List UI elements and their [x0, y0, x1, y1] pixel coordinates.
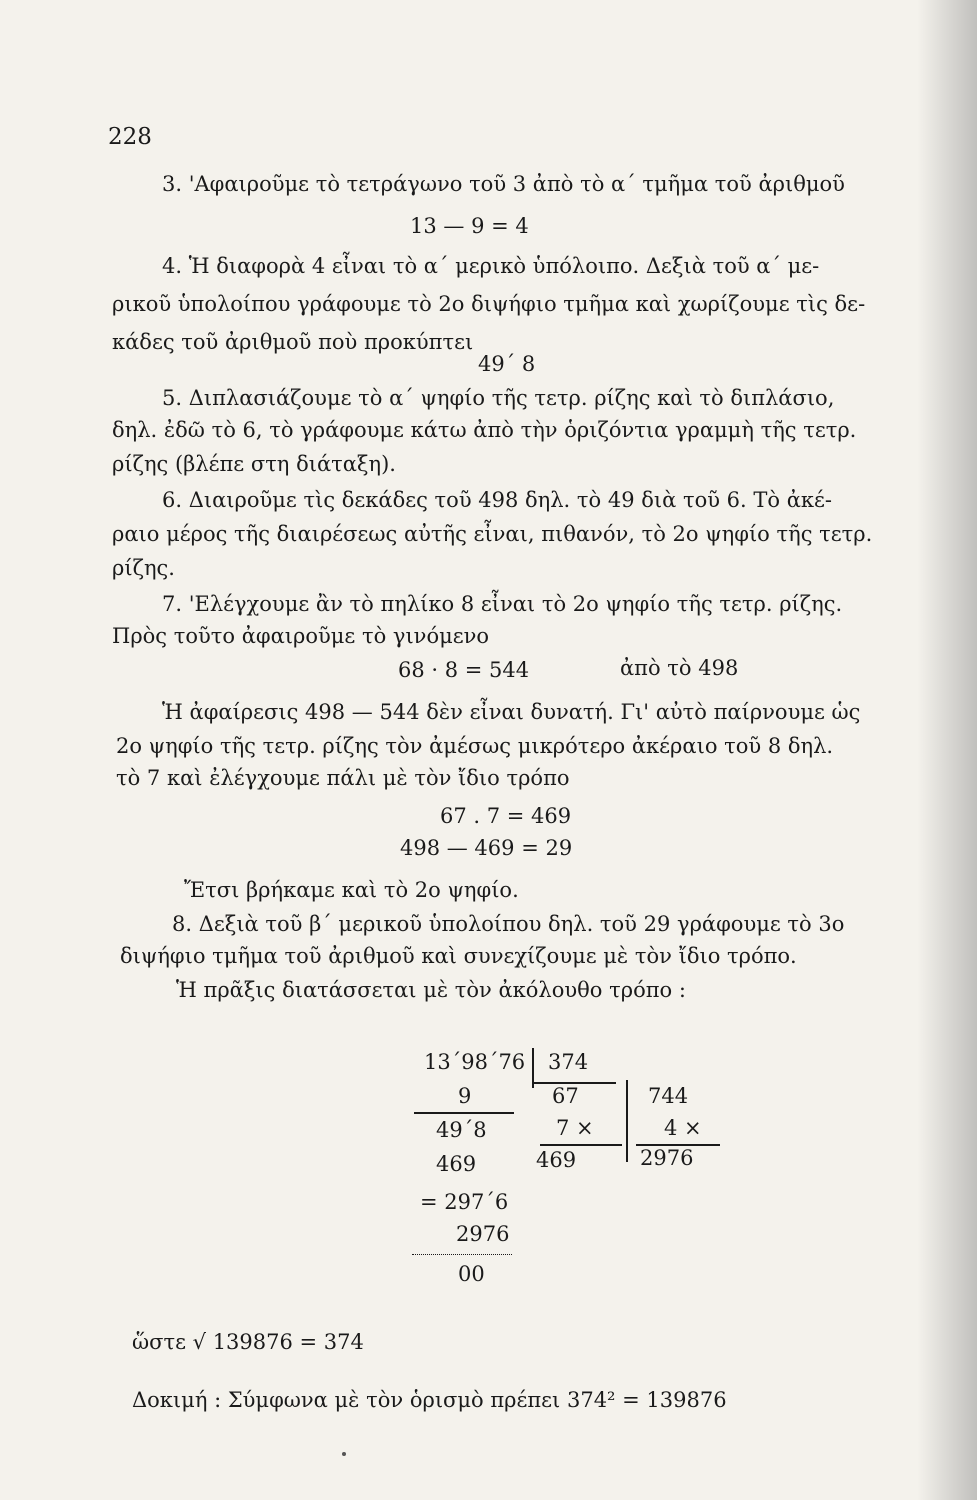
text-line-step6: 6. Διαιροῦμε τὶς δεκάδες τοῦ 498 δηλ. τὸ 49 διὰ τοῦ 6. Τὸ ἀκέ- — [162, 488, 832, 512]
text-line-step8-cont: διψήφιο τμῆμα τοῦ ἀριθμοῦ καὶ συνεχίζουμε μὲ τὸν ἴδιο τρόπο. — [120, 944, 797, 968]
text-line-arrangement: Ἡ πρᾶξις διατάσσεται μὲ τὸν ἀκόλουθο τρόπο : — [176, 978, 686, 1002]
aux-col1-line — [540, 1144, 622, 1146]
equation-67-times-7: 67 . 7 = 469 — [440, 804, 572, 828]
remainder-2976: = 297΄6 — [420, 1190, 509, 1214]
text-line-subtraction-cont: 2ο ψηφίο τῆς τετρ. ρίζης τὸν ἀμέσως μικρότερο ἀκέραιο τοῦ 8 δηλ. — [116, 734, 834, 758]
page-edge-shadow — [917, 0, 977, 1500]
text-line-found-digit: Ἔτσι βρήκαμε καὶ τὸ 2ο ψηφίο. — [184, 878, 519, 902]
aux-divider — [626, 1080, 628, 1162]
root-result: 374 — [548, 1050, 589, 1074]
text-line-step7-cont: Πρὸς τοῦτο ἀφαιροῦμε τὸ γινόμενο — [112, 624, 490, 648]
text-line-step4-cont2: κάδες τοῦ ἀριθμοῦ ποὺ προκύπτει — [112, 330, 474, 354]
first-square: 9 — [458, 1084, 472, 1108]
equation-13-minus-9: 13 — 9 = 4 — [410, 214, 529, 238]
radicand: 13΄98΄76 — [424, 1050, 526, 1074]
equation-68-times-8: 68 · 8 = 544 — [398, 658, 530, 682]
final-remainder: 00 — [458, 1262, 485, 1286]
text-line-step3: 3. 'Αφαιροῦμε τὸ τετράγωνο τοῦ 3 ἀπὸ τὸ α΄ τμῆμα τοῦ ἀριθμοῦ — [162, 172, 845, 196]
text-line-subtraction: Ἡ ἀφαίρεσις 498 — 544 δὲν εἶναι δυνατή. Γι' αὐτὸ παίρνουμε ὡς — [162, 700, 861, 724]
text-line-step7: 7. 'Ελέγχουμε ἂν τὸ πηλίκο 8 εἶναι τὸ 2ο ψηφίο τῆς τετρ. ρίζης. — [162, 592, 843, 616]
aux-col1-mult: 7 × — [556, 1116, 594, 1140]
aux-col2-mult: 4 × — [664, 1116, 702, 1140]
text-line-step4: 4. Ἡ διαφορὰ 4 εἶναι τὸ α΄ μερικὸ ὑπόλοιπο. Δεξιὰ τοῦ α΄ με- — [162, 254, 820, 278]
subtrahend-2976: 2976 — [456, 1222, 510, 1246]
text-line-step5-cont2: ρίζης (βλέπε στη διάταξη). — [112, 452, 396, 476]
subtrahend-469: 469 — [436, 1152, 477, 1176]
page-number: 228 — [108, 124, 152, 150]
print-speck — [342, 1452, 346, 1456]
aux-col2-product: 2976 — [640, 1146, 694, 1170]
result-line: ὥστε √ 139876 = 374 — [132, 1330, 364, 1354]
text-line-step6-cont: ραιο μέρος τῆς διαιρέσεως αὐτῆς εἶναι, πιθανόν, τὸ 2ο ψηφίο τῆς τετρ. — [112, 522, 873, 546]
aux-col1-top: 67 — [552, 1084, 579, 1108]
aux-col2-top: 744 — [648, 1084, 689, 1108]
text-line-step4-cont: ρικοῦ ὑπολοίπου γράφουμε τὸ 2ο διψήφιο τμῆμα καὶ χωρίζουμε τὶς δε- — [112, 292, 866, 316]
aux-col1-product: 469 — [536, 1148, 577, 1172]
remainder-4998: 49΄8 — [436, 1118, 487, 1142]
text-line-step5: 5. Διπλασιάζουμε τὸ α΄ ψηφίο τῆς τετρ. ρίζης καὶ τὸ διπλάσιο, — [162, 386, 835, 410]
text-line-step5-cont: δηλ. ἐδῶ τὸ 6, τὸ γράφουμε κάτω ἀπὸ τὴν ὁριζόντια γραμμὴ τῆς τετρ. — [112, 418, 857, 442]
equation-from-498: ἀπὸ τὸ 498 — [620, 656, 739, 680]
text-line-subtraction-cont2: τὸ 7 καὶ ἐλέγχουμε πάλι μὲ τὸν ἴδιο τρόπο — [116, 766, 570, 790]
equation-49-8: 49΄ 8 — [478, 352, 536, 376]
subtract-line-1 — [414, 1112, 514, 1114]
text-line-step8: 8. Δεξιὰ τοῦ β΄ μερικοῦ ὑπολοίπου δηλ. τοῦ 29 γράφουμε τὸ 3ο — [172, 912, 845, 936]
subtract-line-final — [412, 1254, 512, 1255]
equation-498-minus-469: 498 — 469 = 29 — [400, 836, 573, 860]
check-line: Δοκιμή : Σύμφωνα μὲ τὸν ὁρισμὸ πρέπει 374² = 139876 — [132, 1388, 727, 1412]
text-line-step6-cont2: ρίζης. — [112, 556, 175, 580]
